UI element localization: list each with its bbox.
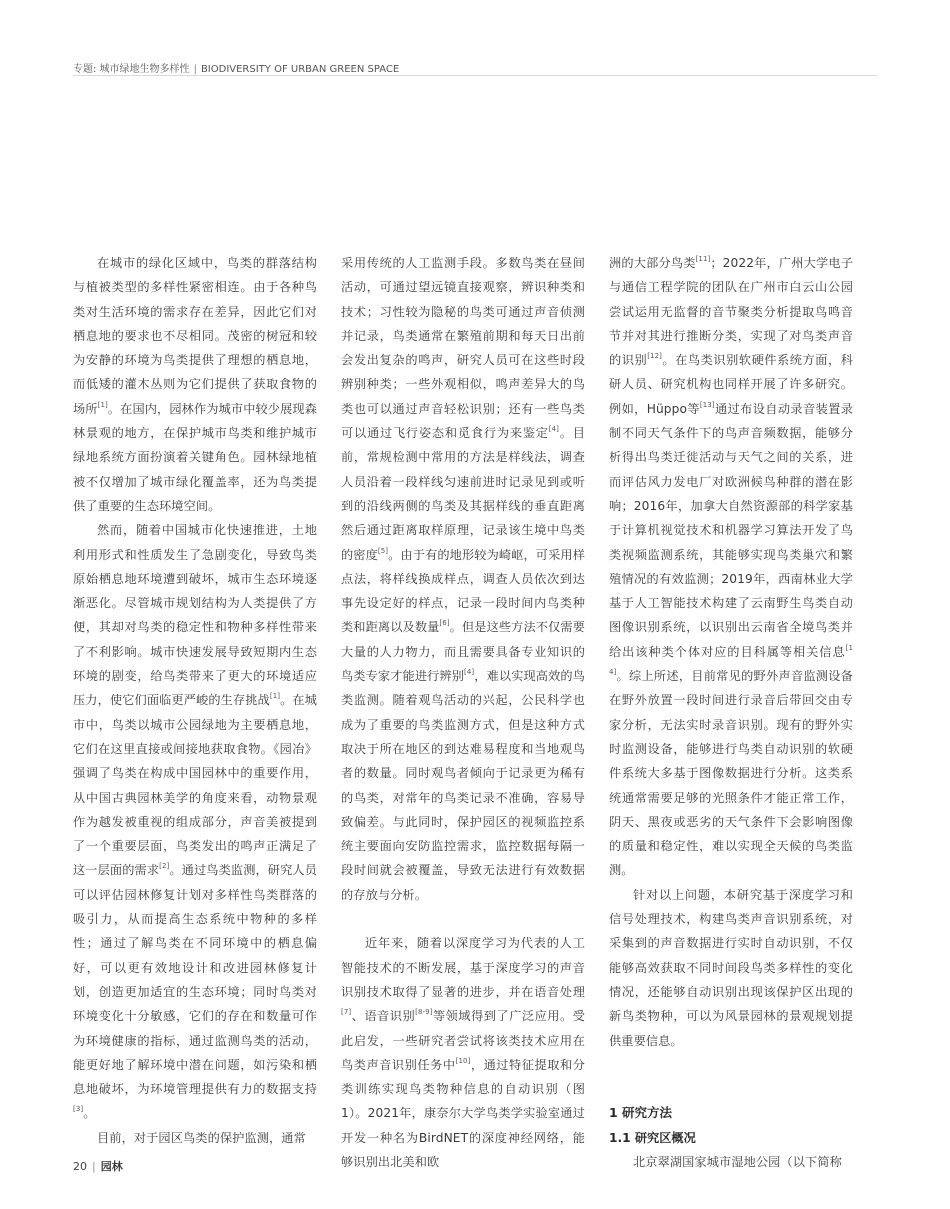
- citation: [10]: [455, 1056, 471, 1065]
- column-2: [341, 251, 586, 1169]
- paragraph: 近年来，随着以深度学习为代表的人工智能技术的不断发展，基于深度学习的声音识别技术取得了显著的进步，并在语音处理[7]、语音识别[8-9]等领域得到了广泛应用。受此启发，一些研究者尝试将该类技术应用在鸟类声音识别任务中[10]，通过特征提取和分类训练实现鸟类物种信息的自动识别（图1）。2021年，康奈尔大学鸟类学实验室通过开发一种名为BirdNET的深度神经网络，能够识别出北美和欧: [341, 936, 586, 1169]
- citation: [7]: [341, 1008, 352, 1017]
- citation: [1]: [269, 692, 281, 701]
- article-body: [73, 251, 853, 1169]
- page-footer: [73, 1158, 123, 1174]
- paragraph-gap: [609, 1053, 853, 1077]
- header-rule: [73, 75, 877, 76]
- citation: [4]: [464, 668, 475, 677]
- column-1: [73, 251, 318, 1145]
- citation: [11]: [695, 255, 711, 263]
- citation: [2]: [159, 862, 170, 871]
- citation: [8-9]: [415, 1008, 433, 1017]
- paragraph: 目前，对于园区鸟类的保护监测，通常: [97, 1130, 306, 1145]
- running-head-topic: 专题: 城市绿地生物多样性: [73, 64, 190, 75]
- column-3: [609, 251, 853, 1169]
- citation: [4]: [548, 425, 560, 434]
- citation: [14]: [609, 643, 853, 677]
- running-head: [73, 60, 399, 75]
- journal-logo: 园林: [100, 1160, 123, 1173]
- citation: [12]: [647, 352, 662, 361]
- paragraph: 洲的大部分鸟类[11]；2022年，广州大学电子与通信工程学院的团队在广州市白云山公园尝试运用无监督的音节聚类分析提取鸟鸣音节并对其进行推断分类，实现了对鸟类声音的识别[12]。在鸟类识别软硬件系统方面，科研人员、研究机构也同样开展了许多研究。例如，Hüppo等[13]通过布设自动录音装置录制不同天气条件下的鸟声音频数据，能够分析得出鸟类迁徙活动与天气之间的关系，进而评估风力发电厂对欧洲候鸟种群的潜在影响；2016年，加拿大自然资源部的科学家基于计算机视觉技术和机器学习算法开发了鸟类视频监测系统，其能够实现鸟类巢穴和繁殖情况的有效监测；2019年，西南林业大学基于人工智能技术构建了云南野生鸟类自动图像识别系统，以识别出云南省全境鸟类并给出该种类个体对应的目科属等相关信息[14]。综上所述，目前常见的野外声音监测设备在野外放置一段时间进行录音后带回交由专家分析，无法实时录音识别。现有的野外实时监测设备，能够进行鸟类自动识别的软硬件系统大多基于图像数据进行分析。这类系统通常需要足够的光照条件才能正常工作，阴天、黑夜或恶劣的天气条件下会影响图像的质量和稳定性，难以实现全天候的鸟类监测。: [609, 255, 853, 878]
- citation: [1]: [97, 400, 108, 409]
- section-heading: 1 研究方法: [609, 1105, 673, 1121]
- running-head-topic-en: BIODIVERSITY OF URBAN GREEN SPACE: [200, 64, 400, 75]
- citation: [13]: [699, 400, 715, 409]
- paragraph-gap: [609, 1077, 853, 1101]
- footer-separator: |: [92, 1160, 96, 1173]
- paragraph: 在城市的绿化区域中，鸟类的群落结构与植被类型的多样性紧密相连。由于各种鸟类对生活环境的需求存在差异，因此它们对栖息地的要求也不尽相同。茂密的树冠和较为安静的环境为鸟类提供了理想的栖息地，而低矮的灌木丛则为它们提供了获取食物的场所[1]。在国内，园林作为城市中较少展现森林景观的地方，在保护城市鸟类和维护城市绿地系统方面扮演着关键角色。园林绿地植被不仅增加了城市绿化覆盖率，还为鸟类提供了重要的生态环境空间。: [73, 256, 317, 513]
- citation: [3]: [73, 1105, 84, 1114]
- running-head-separator: |: [193, 64, 197, 75]
- paragraph: 然而，随着中国城市化快速推进，土地利用形式和性质发生了急剧变化，导致鸟类原始栖息地环境遭到破坏，城市生态环境逐渐恶化。尽管城市规划结构为人类提供了方便，其却对鸟类的稳定性和物种多样性带来了不利影响。城市快速发展导致短期内生态环境的剧变，给鸟类带来了更大的环境适应压力，使它们面临更严峻的生存挑战[1]。在城市中，鸟类以城市公园绿地为主要栖息地，它们在这里直接或间接地获取食物。《园冶》强调了鸟类在构成中国园林中的重要作用，从中国古典园林美学的角度来看，动物景观作为越发被重视的组成部分，声音美被提到了一个重要层面，鸟类发出的鸣声正满足了这一层面的需求[2]。通过鸟类监测，研究人员可以评估园林修复计划对多样性鸟类群落的吸引力，从而提高生态系统中物种的多样性；通过了解鸟类在不同环境中的栖息偏好，可以更有效地设计和改进园林修复计划，创造更加适宜的生态环境；同时鸟类对环境变化十分敏感，它们的存在和数量可作为环境健康的指标，通过监测鸟类的活动，能更好地了解环境中潜在问题，如污染和栖息地破坏，为环境管理提供有力的数据支持[3]。: [73, 523, 318, 1121]
- citation: [5]: [377, 546, 389, 555]
- paragraph: 针对以上问题，本研究基于深度学习和信号处理技术，构建鸟类声音识别系统，对采集到的声音数据进行实时自动识别，不仅能够高效获取不同时间段鸟类多样性的变化情况，还能够自动识别出现该保护区出现的新鸟类物种，可以为风景园林的景观规划提供重要信息。: [609, 887, 853, 1048]
- paragraph: 采用传统的人工监测手段。多数鸟类在昼间活动，可通过望远镜直接观察，辨识种类和技术；习性较为隐秘的鸟类可通过声音侦测并记录，鸟类通常在繁殖前期和每天日出前会发出复杂的鸣声，研究人员可在这些时段辨别种类；一些外观相似，鸣声差异大的鸟类也可以通过声音轻松识别；还有一些鸟类可以通过飞行姿态和觅食行为来鉴定[4]。目前，常规检测中常用的方法是样线法，调查人员沿着一段样线匀速前进时记录见到或听到的沿线两侧的鸟类及其据样线的垂直距离然后通过距离取样原理，记录该生境中鸟类的密度[5]。由于有的地形较为崎岖，可采用样点法，将样线换成样点，调查人员依次到达事先设定好的样点，记录一段时间内鸟类种类和距离以及数量[6]。但是这些方法不仅需要大量的人力物力，而且需要具备专业知识的鸟类专家才能进行辨别[4]，难以实现高效的鸟类监测。随着观鸟活动的兴起，公民科学也成为了重要的鸟类监测方式，但是这种方式取决于所在地区的到达难易程度和当地观鸟者的数量。同时观鸟者倾向于记录更为稀有的鸟类，对常年的鸟类记录不准确，容易导致偏差。与此同时，保护园区的视频监控系统主要面向安防监控需求，监控数据每隔一段时间就会被覆盖，导致无法进行有效数据的存放与分析。: [341, 256, 586, 902]
- page-number: 20: [73, 1160, 87, 1173]
- citation: [6]: [439, 619, 450, 628]
- paragraph-gap: [341, 907, 585, 931]
- paragraph: 北京翠湖国家城市湿地公园（以下简称: [633, 1154, 842, 1169]
- subsection-heading: 1.1 研究区概况: [609, 1130, 696, 1145]
